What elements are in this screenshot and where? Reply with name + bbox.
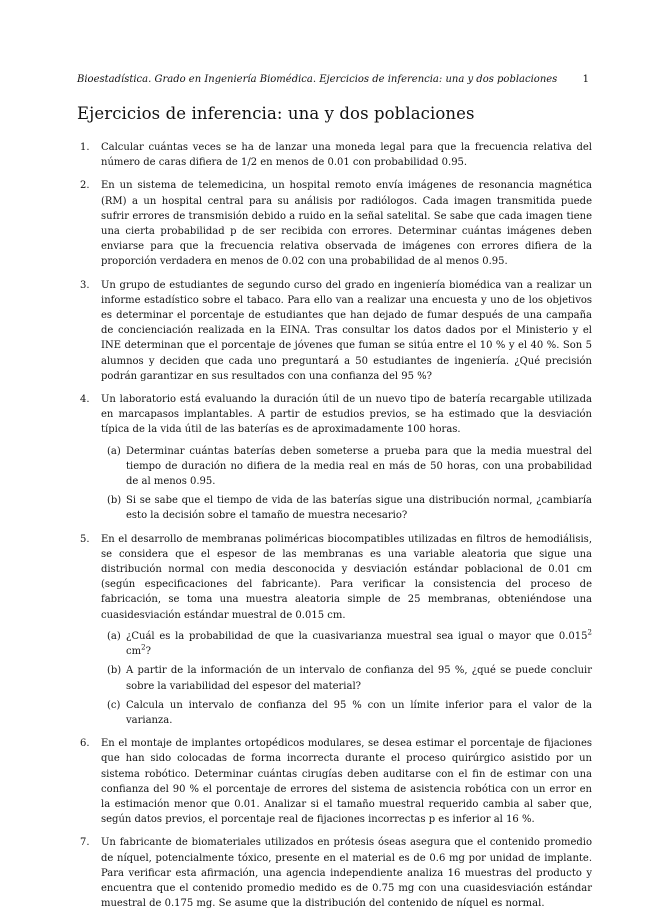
exercise-text: En el montaje de implantes ortopédicos modulares, se desea estimar el porcentaje de fijaciones que han sido colocadas de forma incorrecta durante el proceso quirúrgico asistido por un sistema robótico. Determinar cuántas cirugías deben auditarse con el fin de estimar con una confianza del 90 % el porcentaje de errores del sistema de asistencia robótica con un error en la estimación menor que 0.01. Analizar si el tamaño muestral requerido cambia al saber que, según datos previos, el porcentaje real de fijaciones incorrectas p es inferior al 16 %. xyxy=(101,738,592,826)
sub-question-b xyxy=(101,663,592,693)
sub-question-label: (b) xyxy=(107,665,122,677)
exercise-4 xyxy=(77,392,592,524)
exercise-text: En el desarrollo de membranas poliméricas biocompatibles utilizadas en filtros de hemodiálisis, se considera que el espesor de las membranas es una variable aleatoria que sigue una distribución normal con media desconocida y desviación estándar poblacional de 0.01 cm (según especificaciones del fabricante). Para verificar la consistencia del proceso de fabricación, se toma una muestra aleatoria simple de 25 membranas, obteniéndose una cuasidesviación estándar muestral de 0.015 cm. xyxy=(101,533,592,621)
exercise-text: Un laboratorio está evaluando la duración útil de un nuevo tipo de batería recargable utilizada en marcapasos implantables. A partir de estudios previos, se ha estimado que la desviación típica de la vida útil de las baterías es de aproximadamente 100 horas. xyxy=(101,394,592,436)
running-title: Bioestadística. Grado en Ingeniería Biomédica. Ejercicios de inferencia: una y dos poblaciones xyxy=(77,74,558,85)
page-number: 1 xyxy=(582,74,589,85)
exercise-3 xyxy=(77,278,592,384)
sub-question-text-after: ? xyxy=(145,646,151,658)
exercise-text: Un grupo de estudiantes de segundo curso del grado en ingeniería biomédica van a realizar un informe estadístico sobre el tabaco. Para ello van a realizar una encuesta y uno de los objetivos es determinar el porcentaje de estudiantes que han dejado de fumar después de una campaña de concienciación realizada en la EINA. Tras consultar los datos dados por el Ministerio y el INE determinan que el porcentaje de jóvenes que fuman se sitúa entre el 10 % y el 40 %. Son 5 alumnos y deciden que cada uno preguntará a 50 estudiantes de ingeniería. ¿Qué precisión podrán garantizar en sus resultados con una confianza del 95 %? xyxy=(101,279,592,382)
sub-question-label: (a) xyxy=(107,630,121,642)
sub-question-b xyxy=(101,493,592,523)
exercise-list xyxy=(77,140,592,919)
exercise-text: Calcular cuántas veces se ha de lanzar una moneda legal para que la frecuencia relativa del número de caras difiera de 1/2 en menos de 0.01 con probabilidad 0.95. xyxy=(101,142,592,169)
sub-question-label: (a) xyxy=(107,445,121,457)
exercise-6 xyxy=(77,736,592,827)
sub-question-list xyxy=(101,444,592,524)
exercise-number: 5. xyxy=(80,533,90,545)
exercise-7 xyxy=(77,835,592,911)
sub-question-text: Calcula un intervalo de confianza del 95 % con un límite inferior para el valor de la varianza. xyxy=(126,699,592,726)
exercise-text: En un sistema de telemedicina, un hospital remoto envía imágenes de resonancia magnética (RM) a un hospital central para su análisis por radiólogos. Cada imagen transmitida puede sufrir errores de transmisión debido a ruido en la señal satelital. Se sabe que cada imagen tiene una cierta probabilidad p de ser recibida con errores. Determinar cuántas imágenes deben enviarse para que la frecuencia relativa observada de imágenes con errores difiera de la proporción verdadera en menos de 0.02 con una probabilidad de al menos 0.95. xyxy=(101,180,592,268)
sub-question-text xyxy=(126,628,592,658)
sub-question-text: Determinar cuántas baterías deben someterse a prueba para que la media muestral del tiempo de duración no difiera de la media real en más de 50 horas, con una probabilidad de al menos 0.95. xyxy=(126,445,592,488)
exercise-number: 3. xyxy=(80,279,90,291)
sub-question-label: (b) xyxy=(107,495,122,507)
page-title: Ejercicios de inferencia: una y dos poblaciones xyxy=(77,104,475,123)
sub-question-text: Si se sabe que el tiempo de vida de las baterías sigue una distribución normal, ¿cambiaría esto la decisión sobre el tamaño de muestra necesario? xyxy=(126,495,592,522)
sub-question-label: (c) xyxy=(107,699,121,711)
exercise-number: 2. xyxy=(80,180,90,192)
exercise-text: Un fabricante de biomateriales utilizados en prótesis óseas asegura que el contenido promedio de níquel, potencialmente tóxico, presente en el material es de 0.6 mg por unidad de implante. Para verificar esta afirmación, una agencia independiente analiza 16 muestras del producto y encuentra que el contenido promedio medido es de 0.75 mg con una cuasidesviación estándar muestral de 0.175 mg. Se asume que la distribución del contenido de níquel es normal. xyxy=(101,837,592,910)
exponent: 2 xyxy=(587,628,592,637)
exercise-2 xyxy=(77,178,592,269)
sub-question-text: A partir de la información de un intervalo de confianza del 95 %, ¿qué se puede concluir sobre la variabilidad del espesor del material? xyxy=(126,665,592,692)
sub-question-unit: cm xyxy=(126,646,142,658)
sub-question-a xyxy=(101,629,592,659)
sub-question-text-before: ¿Cuál es la probabilidad de que la cuasivarianza muestral sea igual o mayor que 0.015 xyxy=(126,630,588,642)
running-header xyxy=(77,74,589,85)
sub-question-list xyxy=(101,629,592,728)
exercise-number: 1. xyxy=(80,142,90,153)
sub-question-c xyxy=(101,698,592,728)
exponent: 2 xyxy=(141,643,146,652)
exercise-number: 7. xyxy=(80,837,90,849)
exercise-5 xyxy=(77,532,592,728)
exercise-1 xyxy=(77,140,592,170)
exercise-number: 4. xyxy=(80,394,90,406)
sub-question-a xyxy=(101,444,592,490)
exercise-number: 6. xyxy=(80,738,90,750)
